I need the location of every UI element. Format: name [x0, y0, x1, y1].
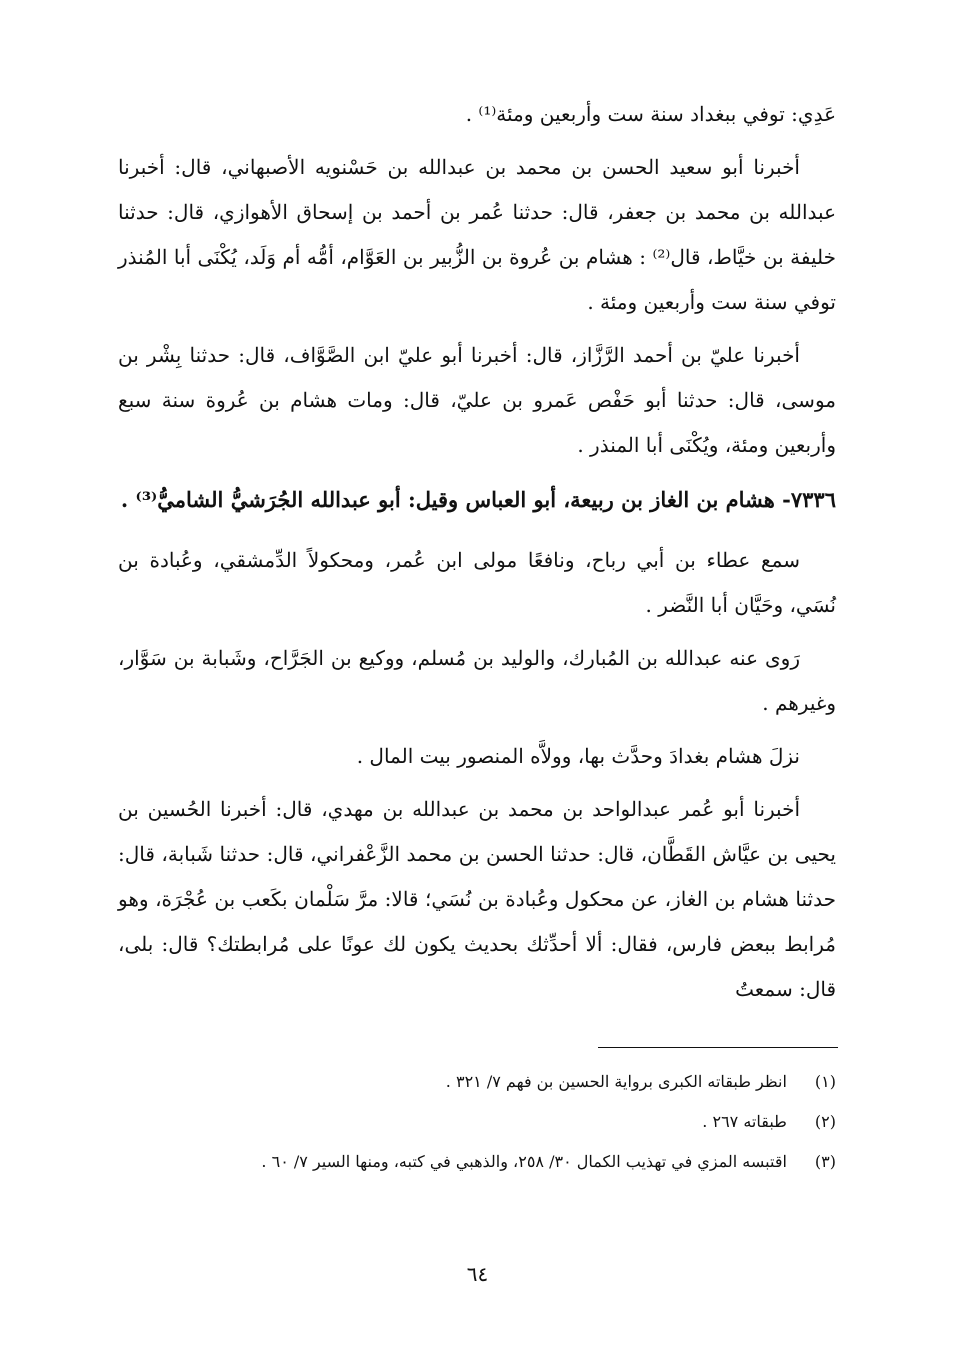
footnotes: [118, 1062, 836, 1182]
paragraph-5: رَوى عنه عبدالله بن المُبارك، والوليد بن مُسلم، ووكيع بن الجَرَّاح، وشَبابة بن سَوَّار، وغيرهم .: [118, 646, 836, 715]
page-number: ٦٤: [466, 1262, 489, 1286]
footnote-number: (١): [814, 1072, 836, 1091]
paragraph-4: سمع عطاء بن أبي رباح، ونافعًا مولى ابن عُمر، ومحكولاً الدِّمشقي، وعُبادة بن نُسَي، وحَيَّان أبا النَّضر .: [118, 548, 836, 617]
footnote-number: (٢): [814, 1112, 836, 1131]
footnote-2: [118, 1102, 836, 1142]
main-text: [118, 92, 836, 1020]
footnote-text: اقتبسه المزي في تهذيب الكمال ٣٠/ ٢٥٨، والذهبي في كتبه، ومنها السير ٧/ ٦٠ .: [261, 1152, 787, 1171]
entry-heading: ٧٣٣٦- هشام بن الغاز بن ربيعة، أبو العباس وقيل: أبو عبدالله الجُرَشيُّ الشاميُّ⁽³⁾ .: [120, 487, 836, 512]
paragraph-7: أخبرنا أبو عُمر عبدالواحد بن محمد بن عبدالله بن مهدي، قال: أخبرنا الحُسين بن يحيى بن عيَّاش القَطَّان، قال: حدثنا الحسن بن محمد الزَّعْفراني، قال: حدثنا شَبابة، قال: حدثنا هشام بن الغاز، عن محكول وعُبادة بن نُسَي؛ قالا: مرَّ سَلْمان بكَعب بن عُجْرَة، وهو مُرابط ببعض فارس، فقال: ألا أحدِّثك بحديث يكون لك عونًا على مُرابطتك؟ قال: بلى، قال: سمعتُ: [118, 797, 836, 1001]
footnote-3: [118, 1142, 836, 1182]
footnote-divider: [598, 1047, 838, 1048]
paragraph-3: أخبرنا عليّ بن أحمد الرَّزَّاز، قال: أخبرنا أبو عليّ ابن الصَّوَّاف، قال: حدثنا بِشْر بن موسى، قال: حدثنا أبو حَفْص عَمرو بن عليّ، قال: ومات هشام بن عُروة سنة سبع وأربعين ومئة، ويُكْنَى أبا المنذر .: [118, 343, 836, 457]
paragraph-1: عَدِي: توفي ببغداد سنة ست وأربعين ومئة⁽¹⁾ .: [465, 102, 836, 126]
footnote-text: انظر طبقاته الكبرى برواية الحسين بن فهم ٧/ ٣٢١ .: [445, 1072, 787, 1091]
footnote-number: (٣): [814, 1152, 836, 1171]
footnote-1: [118, 1062, 836, 1102]
paragraph-6: نزلَ هشام بغدادَ وحدَّث بها، وولاَّه المنصور بيت المال .: [356, 744, 800, 768]
paragraph-2: أخبرنا أبو سعيد الحسن بن محمد بن عبدالله بن حَسْنويه الأصبهاني، قال: أخبرنا عبدالله بن محمد بن جعفر، قال: حدثنا عُمر بن أحمد بن إسحاق الأهوازي، قال: حدثنا خليفة بن خيَّاط، قال⁽²⁾ : هشام بن عُروة بن الزُّبير بن العَوَّام، أمُّه أم وَلَد، يُكْنَى أبا المُنذر توفي سنة ست وأربعين ومئة .: [118, 155, 836, 314]
footnote-text: طبقاته ٢٦٧ .: [702, 1112, 787, 1131]
